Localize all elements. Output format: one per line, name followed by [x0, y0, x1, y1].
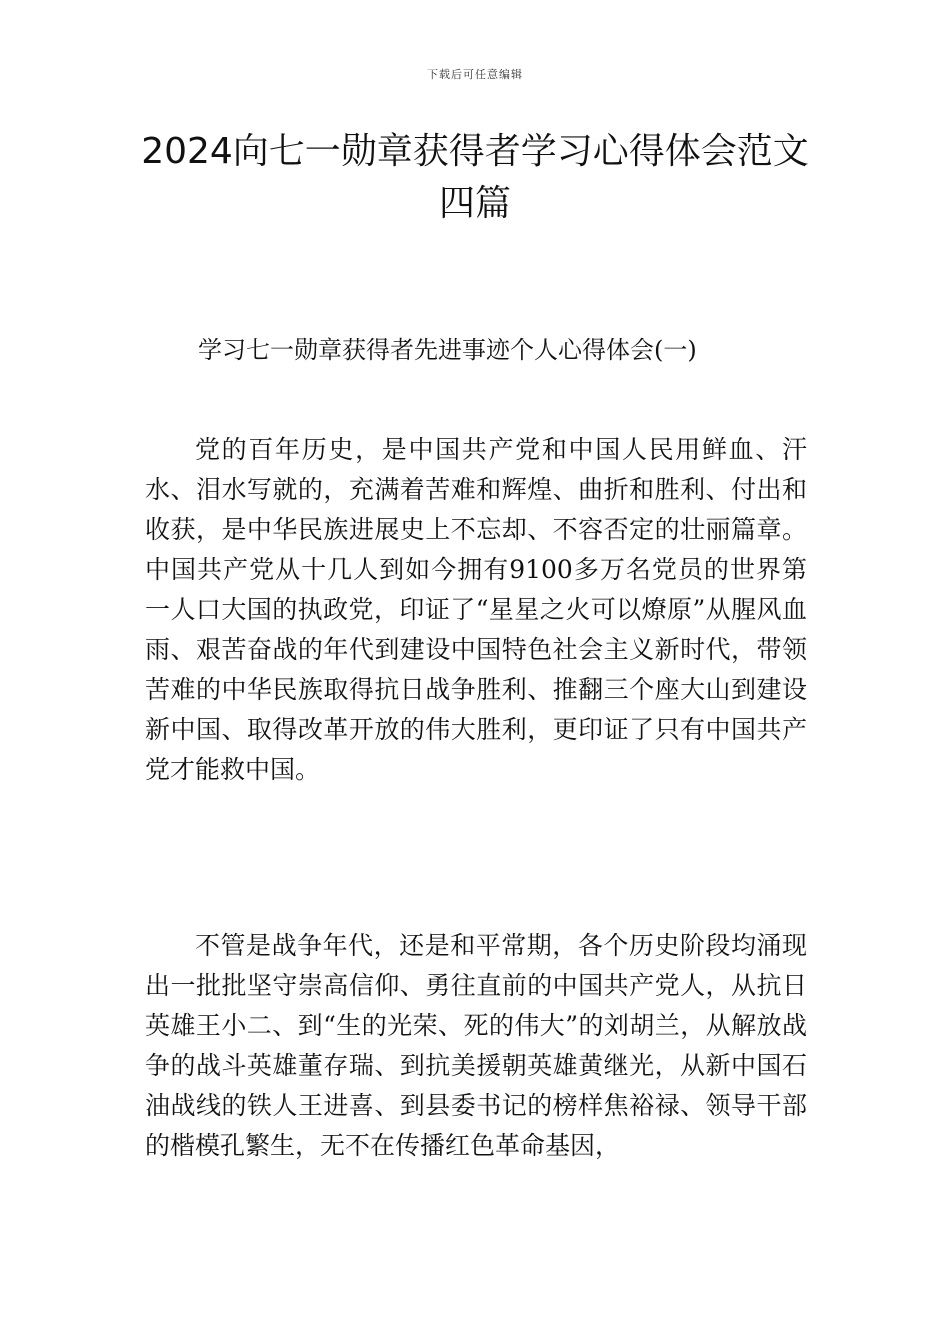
document-title: 2024向七一勋章获得者学习心得体会范文四篇	[141, 131, 809, 224]
header-note: 下载后可任意编辑	[427, 68, 523, 81]
body-paragraph-1: 党的百年历史，是中国共产党和中国人民用鲜血、汗水、泪水写就的，充满着苦难和辉煌、曲折和胜利、付出和收获，是中华民族进展史上不忘却、不容否定的壮丽篇章。中国共产党从十几人到如今拥有9100多万名党员的世界第一人口大国的执政党，印证了“星星之火可以燎原”从腥风血雨、艰苦奋战的年代到建设中国特色社会主义新时代，带领苦难的中华民族取得抗日战争胜利、推翻三个座大山到建设新中国、取得改革开放的伟大胜利，更印证了只有中国共产党才能救中国。	[145, 435, 807, 784]
body-paragraph-2: 不管是战争年代，还是和平常期，各个历史阶段均涌现出一批批坚守崇高信仰、勇往直前的中国共产党人，从抗日英雄王小二、到“生的光荣、死的伟大”的刘胡兰，从解放战争的战斗英雄董存瑞、到抗美援朝英雄黄继光，从新中国石油战线的铁人王进喜、到县委书记的榜样焦裕禄、领导干部的楷模孔繁生，无不在传播红色革命基因，	[145, 931, 807, 1160]
section-title: 学习七一勋章获得者先进事迹个人心得体会(一)	[198, 336, 697, 364]
